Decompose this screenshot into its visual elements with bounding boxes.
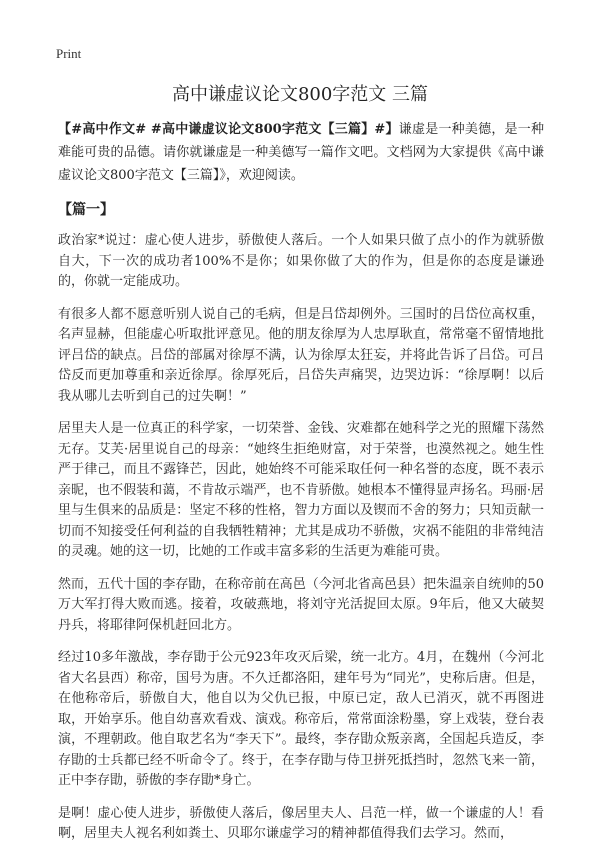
paragraph-3: 居里夫人是一位真正的科学家，一切荣誉、金钱、灾难都在她科学之光的照耀下荡然无存。艾芙·居里说自己的母亲：“她终生拒绝财富，对于荣誉，也漠然视之。她生性严于律己，而且不露锋芒，因此，她始终不可能采取任何一种名誉的态度，既不表示亲昵，也不假装和蔼，不肯故示端严，也不肯骄傲。她根本不懂得显声扬名。玛丽·居里与生俱来的品质是：坚定不移的性格，智力方面以及锲而不舍的努力；只知贡献一切而不知接受任何利益的自我牺牲精神；尤其是成功不骄傲，灾祸不能阻的非常纯洁的灵魂。她的这一切，比她的工作或丰富多彩的生活更为难能可贵。 [58,421,544,559]
document-body [58,118,544,857]
intro-paragraph [58,118,544,187]
intro-tag: 【#高中作文# #高中谦虚议论文800字范文【三篇】#】 [58,122,399,137]
intro-text: 谦虚是一种美德，是一种难能可贵的品德。请你就谦虚是一种美德写一篇作文吧。文档网为大家提供《高中谦虚议论文800字范文【三篇】》，欢迎阅读。 [58,122,544,183]
document-title: 高中谦虚议论文800字范文 三篇 [171,84,429,105]
paragraph-4: 然而，五代十国的李存勖，在称帝前在高邑（今河北省高邑县）把朱温亲自统帅的50万大军打得大败而逃。接着，攻破燕地，将刘守光活捉回太原。9年后，他又大破契丹兵，将耶律阿保机赶回北方。 [58,576,544,633]
paragraph-5: 经过10多年激战，李存勖于公元923年攻灭后梁，统一北方。4月，在魏州（今河北省大名县西）称帝，国号为唐。不久迁都洛阳，建年号为“同光”，史称后唐。但是，在他称帝后，骄傲自大，他自以为父仇已报，中原已定，敌人已消灭，就不再图进取，开始享乐。他自幼喜欢看戏、演戏。称帝后，常常面涂粉墨，穿上戏装，登台表演，不理朝政。他自取艺名为“李天下”。最终，李存勖众叛亲离，全国起兵造反，李存勖的士兵都已经不听命令了。终于，在李存勖与侍卫拼死抵挡时，忽然飞来一箭，正中李存勖，骄傲的李存勖*身亡。 [58,650,544,788]
print-label: Print [56,46,82,61]
section-heading: 【篇一】 [58,202,114,218]
paragraph-1: 政治家*说过：虚心使人进步，骄傲使人落后。一个人如果只做了点小的作为就骄傲自大，下一次的成功者100%不是你；如果你做了大的作为，但是你的态度是谦逊的，你就一定能成功。 [58,233,544,289]
paragraph-2: 有很多人都不愿意听别人说自己的毛病，但是吕岱却例外。三国时的吕岱位高权重，名声显赫，但能虚心听取批评意见。他的朋友徐厚为人忠厚耿直，常常毫不留情地批评吕岱的缺点。吕岱的部属对徐厚不满，认为徐厚太狂妄，并将此告诉了吕岱。可吕岱反而更加尊重和亲近徐厚。徐厚死后，吕岱失声痛哭，边哭边诉：“徐厚啊！以后我从哪儿去听到自己的过失啊！” [58,306,544,404]
paragraph-6: 是啊！虚心使人进步，骄傲使人落后，像居里夫人、吕范一样，做一个谦虚的人！看啊，居里夫人视名利如粪土、贝耶尔谦虚学习的精神都值得我们去学习。然而， [58,805,544,841]
